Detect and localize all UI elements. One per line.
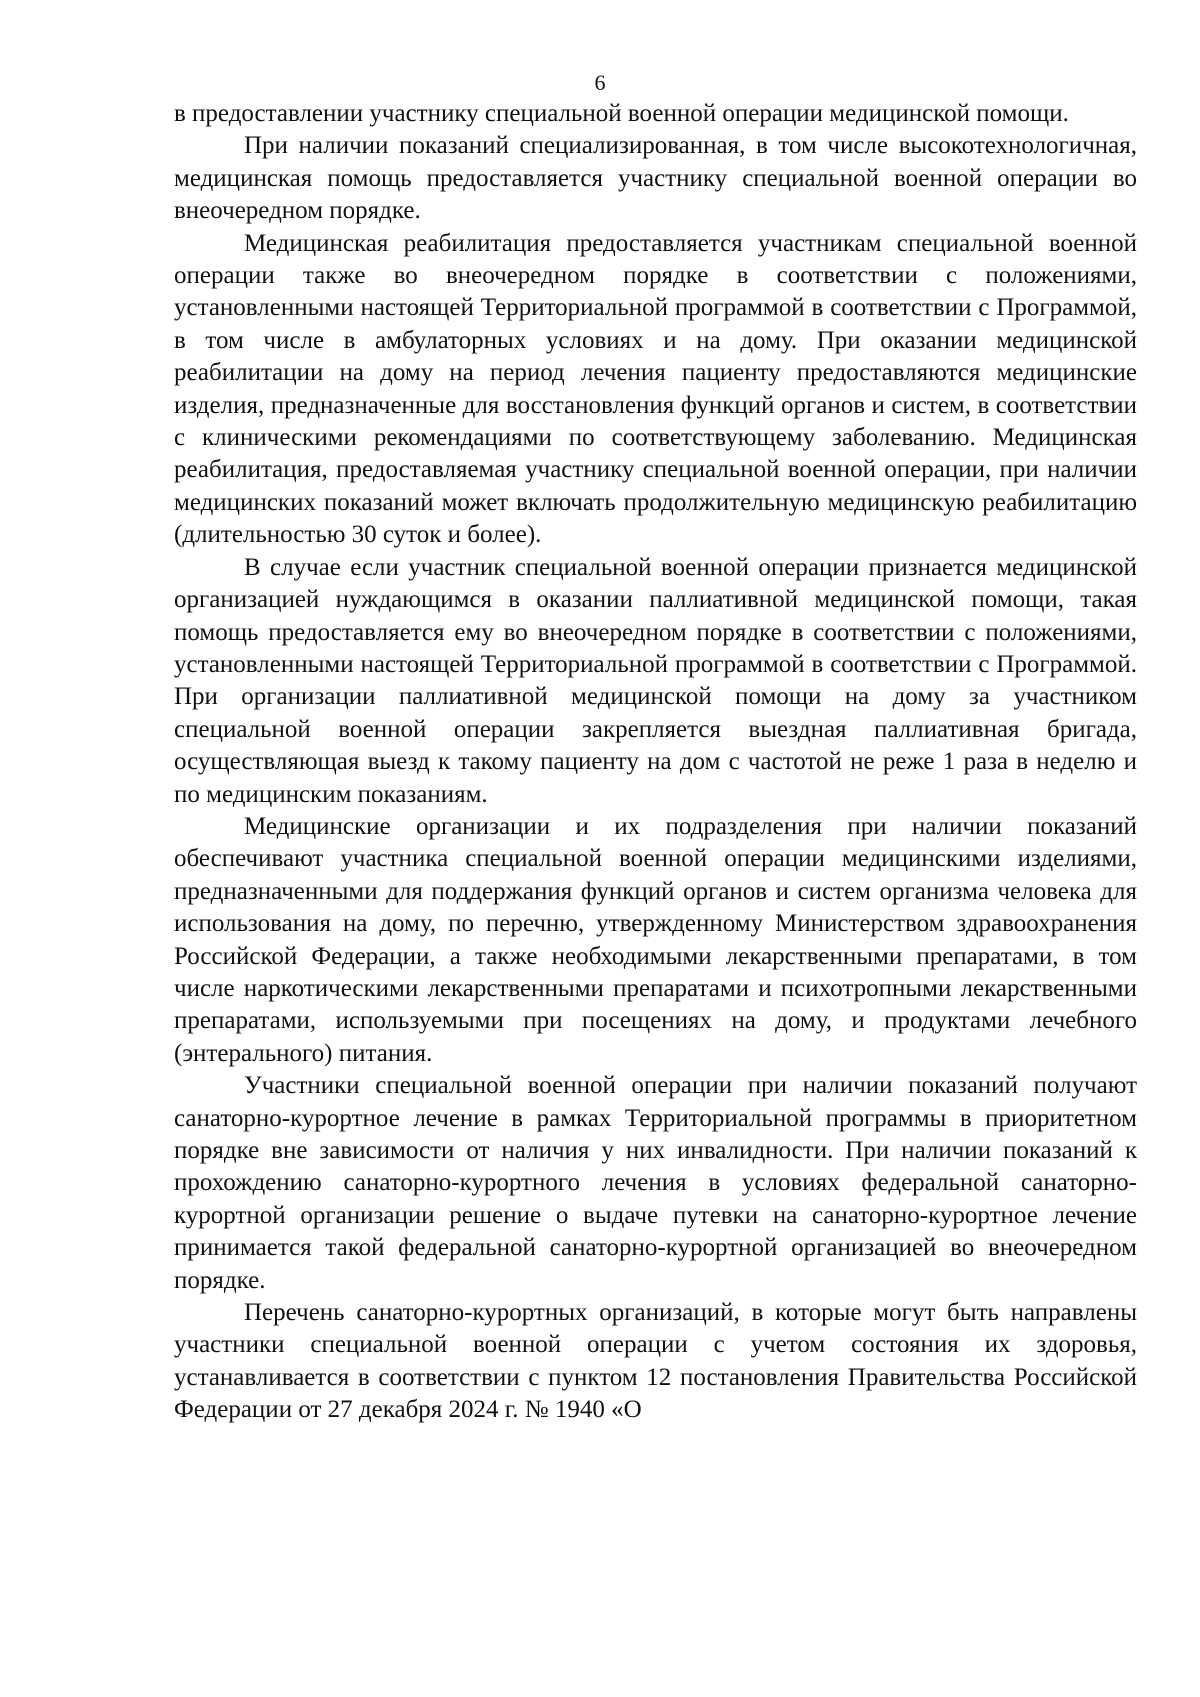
paragraph-sanatorium-treatment: Участники специальной военной операции при наличии показаний получают санаторно-курортное лечение в рамках Территориальной программы в приоритетном порядке вне зависимости от наличия у них инвалидности. При наличии показаний к прохождению санаторно-курортного лечения в условиях федеральной санаторно-курортной организации решение о выдаче путевки на санаторно-курортное лечение принимается такой федеральной санаторно-курортной организацией во внеочередном порядке. — [174, 1072, 1137, 1294]
document-body — [174, 98, 1137, 1427]
paragraph-palliative-care: В случае если участник специальной военной операции признается медицинской организацией нуждающимся в оказании паллиативной медицинской помощи, такая помощь предоставляется ему во внеочередном порядке в соответствии с положениями, установленными настоящей Территориальной программой в соответствии с Программой. При организации паллиативной медицинской помощи на дому за участником специальной военной операции закрепляется выездная паллиативная бригада, осуществляющая выезд к такому пациенту на дом с частотой не реже 1 раза в неделю и по медицинским показаниям. — [174, 553, 1137, 808]
paragraph-high-tech-care: При наличии показаний специализированная, в том числе высокотехнологичная, медицинская помощь предоставляется участнику специальной военной операции во внеочередном порядке. — [174, 132, 1137, 225]
paragraph-medical-devices: Медицинские организации и их подразделения при наличии показаний обеспечивают участника специальной военной операции медицинскими изделиями, предназначенными для поддержания функций органов и систем организма человека для использования на дому, по перечню, утвержденному Министерством здравоохранения Российской Федерации, а также необходимыми лекарственными препаратами, в том числе наркотическими лекарственными препаратами и психотропными лекарственными препаратами, используемыми при посещениях на дому, и продуктами лечебного (энтерального) питания. — [174, 812, 1137, 1067]
paragraph-medical-rehabilitation: Медицинская реабилитация предоставляется участникам специальной военной операции также во внеочередном порядке в соответствии с положениями, установленными настоящей Территориальной программой в соответствии с Программой, в том числе в амбулаторных условиях и на дому. При оказании медицинской реабилитации на дому на период лечения пациенту предоставляются медицинские изделия, предназначенные для восстановления функций органов и систем, в соответствии с клиническими рекомендациями по соответствующему заболеванию. Медицинская реабилитация, предоставляемая участнику специальной военной операции, при наличии медицинских показаний может включать продолжительную медицинскую реабилитацию (длительностью 30 суток и более). — [174, 229, 1137, 549]
paragraph-continuation: в предоставлении участнику специальной военной операции медицинской помощи. — [174, 100, 1069, 127]
page-number: 6 — [594, 70, 606, 95]
paragraph-sanatorium-list: Перечень санаторно-курортных организаций, в которые могут быть направлены участники специальной военной операции с учетом состояния их здоровья, устанавливается в соответствии с пунктом 12 постановления Правительства Российской Федерации от 27 декабря 2024 г. № 1940 «О — [174, 1299, 1137, 1424]
